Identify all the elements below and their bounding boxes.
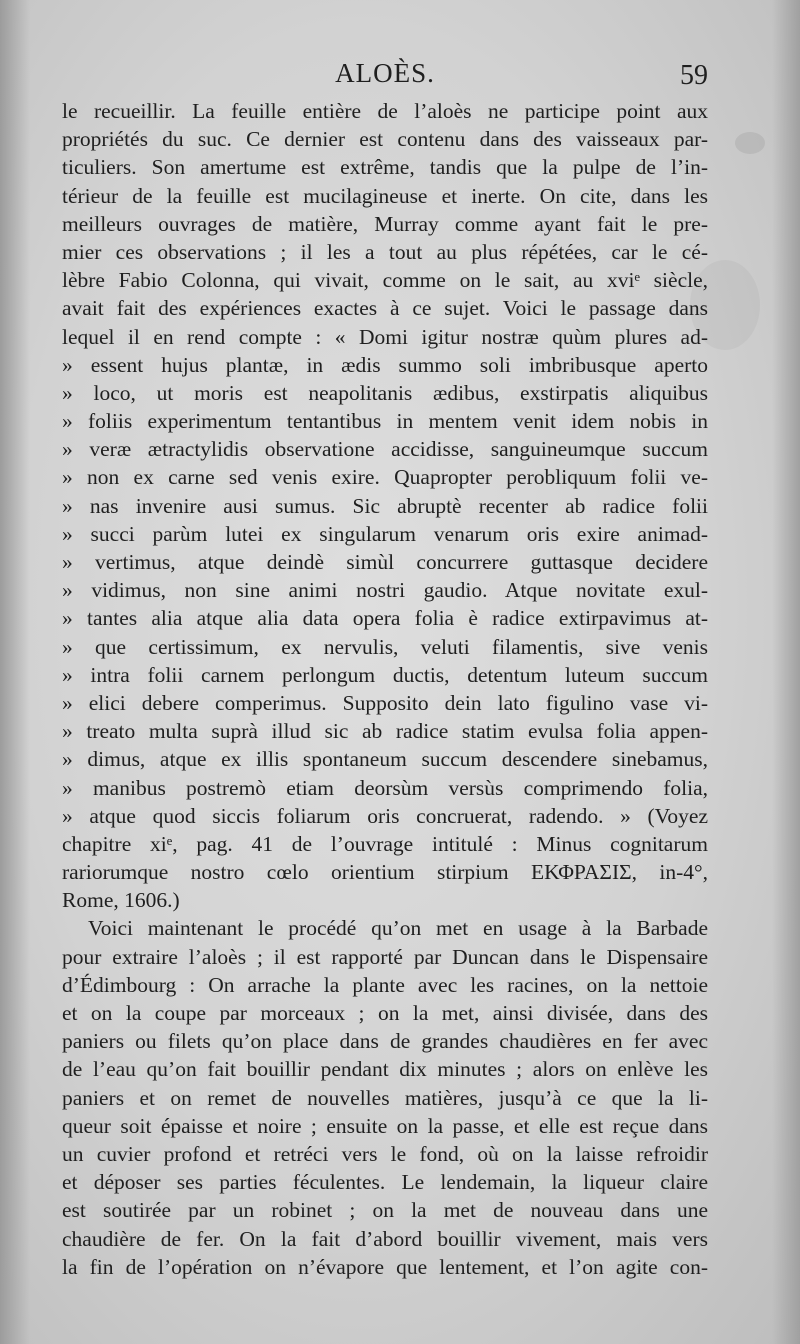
text-line: d’Édimbourg : On arrache la plante avec les racines, on la nettoie [62,972,708,997]
text-line: paniers ou filets qu’on place dans de grandes chaudières en fer avec [62,1029,708,1054]
page-header [60,58,710,94]
quote-line: » non ex carne sed venis exire. Quapropter perobliquum folii ve- [62,465,708,490]
quote-line: » treato multa suprà illud sic ab radice statim evulsa folia appen- [62,719,708,744]
quote-line: » succi parùm lutei ex singularum venarum oris exire animad- [62,521,708,546]
text-line: propriétés du suc. Ce dernier est contenu dans des vaisseaux par- [62,127,708,152]
page-edge-shadow-left [0,0,30,1344]
page-number: 59 [680,60,708,91]
body-text [62,97,708,1281]
text-line: térieur de la feuille est mucilagineuse et inerte. On cite, dans les [62,183,708,208]
text-line: avait fait des expériences exactes à ce sujet. Voici le passage dans [62,296,708,321]
paragraph-start-line: Voici maintenant le procédé qu’on met en usage à la Barbade [88,916,708,941]
quote-line: » loco, ut moris est neapolitanis ædibus, exstirpatis aliquibus [62,380,708,405]
quote-line: » que certissimum, ex nervulis, veluti filamentis, sive venis [62,634,708,659]
text-line: la fin de l’opération on n’évapore que lentement, et l’on agite con- [62,1254,708,1279]
paper-stain [735,132,765,154]
quote-line: » intra folii carnem perlongum ductis, detentum luteum succum [62,662,708,687]
quote-line: » tantes alia atque alia data opera folia è radice extirpavimus at- [62,606,708,631]
text-line: rariorumque nostro cœlo orientium stirpium ΕΚΦΡΑΣΙΣ, in-4°, [62,860,708,885]
text-line: pour extraire l’aloès ; il est rapporté par Duncan dans le Dispensaire [62,944,708,969]
text-line: chapitre xiᵉ, pag. 41 de l’ouvrage intitulé : Minus cognitarum [62,831,708,856]
text-line: et déposer ses parties féculentes. Le lendemain, la liqueur claire [62,1170,708,1195]
quote-line: » veræ ætractylidis observatione accidisse, sanguineumque succum [62,437,708,462]
quote-line: » nas invenire ausi sumus. Sic abruptè recenter ab radice folii [62,493,708,518]
quote-line: » dimus, atque ex illis spontaneum succum descendere sinebamus, [62,747,708,772]
quote-line: » elici debere comperimus. Supposito dein lato figulino vase vi- [62,690,708,715]
text-line: le recueillir. La feuille entière de l’aloès ne participe point aux [62,99,708,123]
running-title: ALOÈS. [335,58,435,88]
text-line: lequel il en rend compte : « Domi igitur nostræ quùm plures ad- [62,324,708,349]
quote-line: » vertimus, atque deindè simùl concurrere guttasque decidere [62,550,708,574]
page-edge-shadow-right [772,0,800,1344]
text-line: lèbre Fabio Colonna, qui vivait, comme on le sait, au xviᵉ siècle, [62,268,708,293]
text-line: queur soit épaisse et noire ; ensuite on la passe, et elle est reçue dans [62,1113,708,1138]
quote-line: » manibus postremò etiam deorsùm versùs comprimendo folia, [62,775,708,800]
text-line: mier ces observations ; il les a tout au plus répétées, car le cé- [62,239,708,264]
quote-line: » essent hujus plantæ, in ædis summo soli imbribusque aperto [62,352,708,377]
text-line: Rome, 1606.) [62,888,180,913]
text-line: un cuvier profond et retréci vers le fond, où on la laisse refroidir [62,1141,708,1166]
text-line: paniers et on remet de nouvelles matières, jusqu’à ce que la li- [62,1085,708,1110]
quote-line: » vidimus, non sine animi nostri gaudio. Atque novitate exul- [62,578,708,603]
text-line: meilleurs ouvrages de matière, Murray comme ayant fait le pre- [62,211,708,236]
quote-line: » foliis experimentum tentantibus in mentem venit idem nobis in [62,409,708,434]
quote-line: » atque quod siccis foliarum oris concruerat, radendo. » (Voyez [62,803,708,828]
text-line: ticuliers. Son amertume est extrême, tandis que la pulpe de l’in- [62,155,708,180]
text-line: est soutirée par un robinet ; on la met de nouveau dans une [62,1198,708,1223]
text-line: de l’eau qu’on fait bouillir pendant dix minutes ; alors on enlève les [62,1057,708,1082]
text-line: chaudière de fer. On la fait d’abord bouillir vivement, mais vers [62,1226,708,1251]
text-line: et on la coupe par morceaux ; on la met, ainsi divisée, dans des [62,1001,708,1025]
